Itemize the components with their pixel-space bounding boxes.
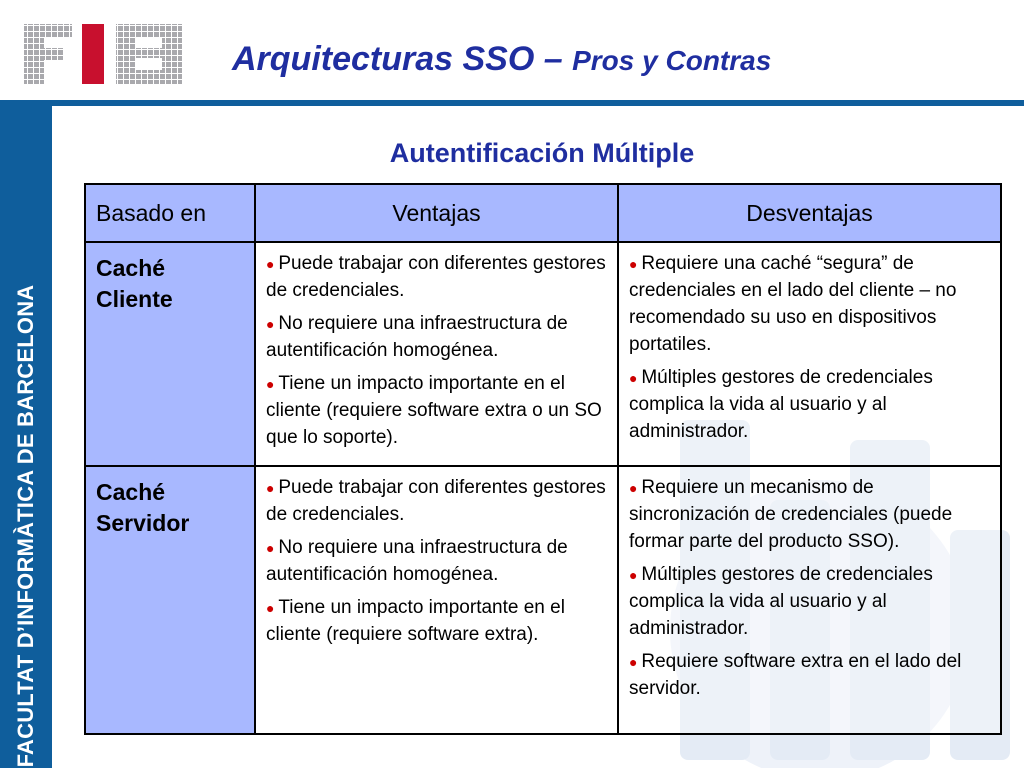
header-desventajas: Desventajas (618, 184, 1001, 242)
bullet-item (629, 475, 992, 556)
title-main: Arquitecturas SSO – (232, 40, 573, 78)
basis-cell (85, 466, 255, 734)
bullet-text: No requiere una infraestructura de autentificación homogénea. (266, 536, 568, 585)
ventajas-cell (255, 242, 618, 466)
bullet-text: Múltiples gestores de credenciales complica la vida al usuario y al administrador. (629, 366, 933, 442)
desventajas-cell (618, 466, 1001, 734)
header-divider (0, 100, 1024, 106)
bullet-item (629, 365, 992, 446)
bullet-icon: ● (629, 480, 642, 496)
bullet-text: No requiere una infraestructura de autentificación homogénea. (266, 312, 568, 361)
comparison-table (84, 183, 1002, 735)
bullet-item (266, 595, 609, 649)
bullet-icon: ● (266, 480, 279, 496)
bullet-icon: ● (266, 375, 279, 392)
bullet-icon: ● (629, 369, 642, 386)
header-basado-en: Basado en (85, 184, 255, 242)
sidebar-band (0, 106, 52, 768)
basis-line: Servidor (96, 510, 190, 537)
bullet-item (266, 475, 609, 529)
bullet-item (266, 251, 609, 305)
bullet-text: Requiere una caché “segura” de credenciales en el lado del cliente – no recomendado su uso en dispositivos portatiles. (629, 253, 957, 355)
table-row (85, 466, 1001, 734)
bullet-text: Múltiples gestores de credenciales complica la vida al usuario y al administrador. (629, 563, 933, 639)
slide-subtitle: Autentificación Múltiple (389, 138, 695, 168)
table-row (85, 242, 1001, 466)
table-header-row (85, 184, 1001, 242)
ventajas-cell (255, 466, 618, 734)
bullet-icon: ● (629, 256, 642, 272)
bullet-item (629, 649, 992, 703)
fib-logo (22, 20, 188, 86)
bullet-icon: ● (266, 599, 279, 616)
faculty-name: FACULTAT D’INFORMÀTICA DE BARCELONA (13, 284, 38, 768)
bullet-icon: ● (629, 653, 642, 670)
bullet-icon: ● (266, 539, 279, 556)
basis-line: Caché (96, 479, 166, 505)
basis-line: Caché (96, 255, 166, 281)
bullet-icon: ● (266, 256, 279, 272)
slide-title (232, 40, 771, 79)
bullet-icon: ● (629, 566, 642, 583)
bullet-text: Requiere un mecanismo de sincronización de credenciales (puede formar parte del producto SSO). (629, 477, 953, 552)
desventajas-cell (618, 242, 1001, 466)
bullet-item (266, 371, 609, 452)
bullet-text: Puede trabajar con diferentes gestores de credenciales. (266, 253, 606, 301)
bullet-text: Tiene un impacto importante en el cliente (requiere software extra). (266, 596, 565, 645)
bullet-item (266, 311, 609, 365)
bullet-item (629, 251, 992, 359)
bullet-text: Tiene un impacto importante en el cliente (requiere software extra o un SO que lo soporte). (266, 372, 602, 448)
bullet-item (629, 562, 992, 643)
bullet-text: Puede trabajar con diferentes gestores de credenciales. (266, 477, 606, 525)
basis-line: Cliente (96, 286, 173, 313)
bullet-item (266, 535, 609, 589)
slide-header (0, 0, 1024, 100)
title-sub: Pros y Contras (572, 45, 772, 76)
basis-cell (85, 242, 255, 466)
bullet-icon: ● (266, 315, 279, 332)
bullet-text: Requiere software extra en el lado del servidor. (629, 650, 962, 699)
header-ventajas: Ventajas (255, 184, 618, 242)
